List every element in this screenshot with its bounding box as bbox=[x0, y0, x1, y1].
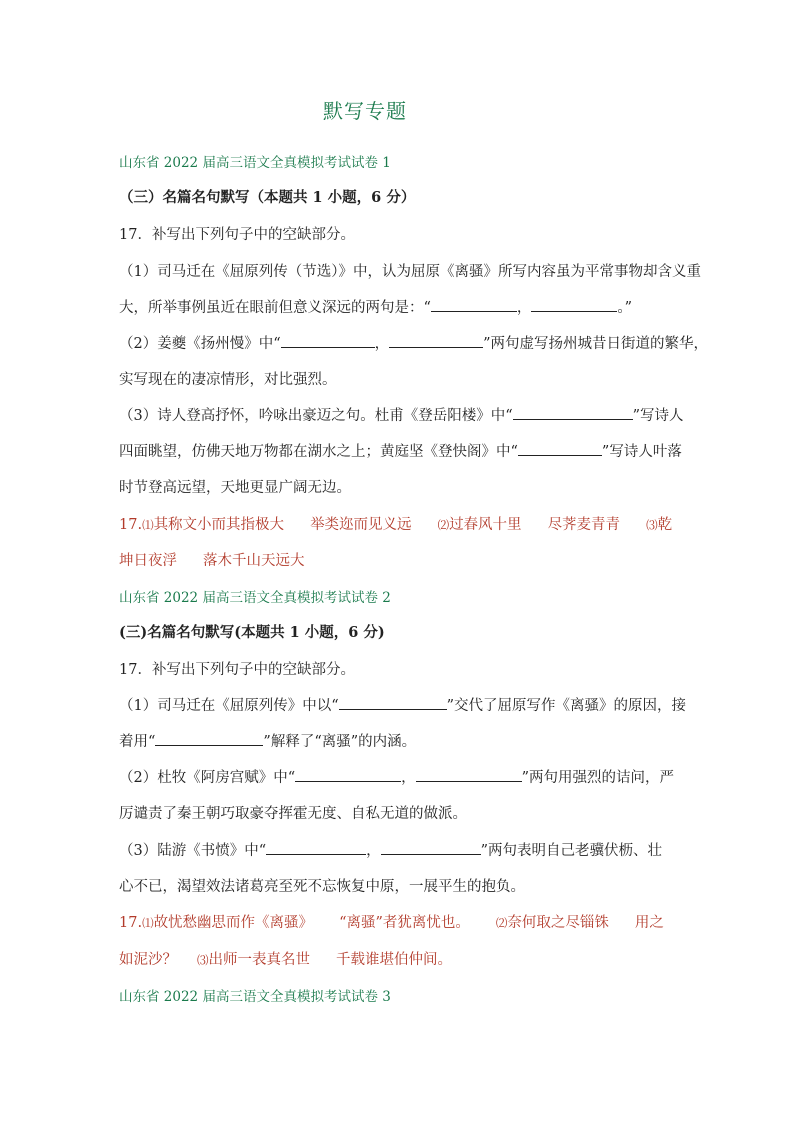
s1-answer-line2 bbox=[119, 551, 305, 571]
answer-text: 用之 bbox=[634, 915, 664, 931]
section-1-source: 山东省 2022 届高三语文全真模拟考试试卷 1 bbox=[119, 155, 391, 171]
answer-text: “离骚”者犹离忧也。 bbox=[339, 915, 470, 931]
answer-text: 奈何取之尽锱铢 bbox=[507, 915, 609, 931]
s2-item2-text-a: （2）杜牧《阿房宫赋》中“ bbox=[119, 770, 296, 786]
page-title: 默写专题 bbox=[323, 99, 407, 123]
fill-blank bbox=[389, 335, 483, 348]
s2-answer-line2 bbox=[119, 950, 452, 970]
answer-text: 落木千山天远大 bbox=[203, 553, 305, 569]
answer-number: ⑵ bbox=[495, 916, 508, 930]
fill-blank bbox=[513, 407, 633, 420]
section-2-question-intro: 17．补写出下列句子中的空缺部分。 bbox=[119, 662, 355, 678]
answer-number: ⑶ bbox=[197, 953, 209, 967]
answer-text: 举类迩而见义远 bbox=[310, 517, 412, 533]
answer-number: ⑴ bbox=[142, 518, 154, 532]
s2-item1-text-a: （1）司马迁在《屈原列传》中以“ bbox=[119, 698, 339, 714]
s1-item3-text-d: ”写诗人叶落 bbox=[601, 444, 682, 460]
answer-text: 出师一表真名世 bbox=[208, 952, 310, 968]
answer-text: 坤日夜浮 bbox=[119, 553, 177, 569]
s2-item3-text-b: ， bbox=[366, 843, 381, 859]
s2-answer-line1 bbox=[119, 913, 664, 933]
fill-blank bbox=[381, 842, 481, 855]
answer-number: ⑵ bbox=[437, 518, 450, 532]
answer-text: 过春风十里 bbox=[449, 517, 522, 533]
fill-blank bbox=[266, 842, 366, 855]
s2-item3-line2: 心不已，渴望效法诸葛亮至死不忘恢复中原，一展平生的抱负。 bbox=[119, 879, 525, 895]
s2-item3-text-a: （3）陆游《书愤》中“ bbox=[119, 843, 267, 859]
fill-blank bbox=[531, 299, 617, 312]
answer-text: 乾 bbox=[657, 517, 673, 533]
s2-item2-text-c: ”两句用强烈的诘问，严 bbox=[521, 770, 675, 786]
s1-answer-line1 bbox=[119, 515, 672, 535]
s2-item1-line2 bbox=[119, 732, 416, 752]
fill-blank bbox=[431, 299, 517, 312]
s1-item2-line1 bbox=[119, 334, 708, 354]
s1-item1-text-b: ， bbox=[516, 300, 532, 316]
answer-prefix: 17. bbox=[119, 915, 143, 931]
s2-item2-text-b: ， bbox=[401, 770, 416, 786]
s2-item1-text-b: ”交代了屈原写作《离骚》的原因，接 bbox=[446, 698, 687, 714]
section-3-source: 山东省 2022 届高三语文全真模拟考试试卷 3 bbox=[119, 989, 391, 1005]
s2-item1-text-c: 着用“ bbox=[119, 734, 156, 750]
section-2-source: 山东省 2022 届高三语文全真模拟考试试卷 2 bbox=[119, 590, 391, 606]
answer-prefix: 17. bbox=[119, 517, 143, 533]
fill-blank bbox=[155, 733, 263, 746]
s1-item2-text-a: （2）姜夔《扬州慢》中“ bbox=[119, 336, 281, 352]
fill-blank bbox=[416, 769, 522, 782]
s2-item2-line1 bbox=[119, 768, 674, 788]
fill-blank bbox=[339, 697, 447, 710]
s1-item2-text-b: ， bbox=[374, 336, 390, 352]
answer-number: ⑶ bbox=[646, 518, 658, 532]
s1-item3-text-c: 四面眺望，仿佛天地万物都在湖水之上；黄庭坚《登快阁》中“ bbox=[119, 444, 518, 460]
s1-item3-text-b: ”写诗人 bbox=[632, 408, 684, 424]
s1-item2-line2: 实写现在的凄凉情形，对比强烈。 bbox=[119, 372, 337, 388]
answer-text: 尽荠麦青青 bbox=[547, 517, 621, 533]
section-2-heading: (三)名篇名句默写(本题共 1 小题，6 分) bbox=[119, 624, 385, 641]
fill-blank bbox=[281, 335, 375, 348]
fill-blank bbox=[295, 769, 401, 782]
answer-text: 故忧愁幽思而作《离骚》 bbox=[153, 915, 314, 931]
answer-text: 千载谁堪伯仲间。 bbox=[336, 952, 452, 968]
s1-item3-line3: 时节登高远望，天地更显广阔无边。 bbox=[119, 480, 351, 496]
s1-item2-text-c: ”两句虚写扬州城昔日街道的繁华， bbox=[483, 336, 709, 352]
s1-item3-text-a: （3）诗人登高抒怀，吟咏出豪迈之句。杜甫《登岳阳楼》中“ bbox=[119, 408, 513, 424]
answer-text: 如泥沙？ bbox=[119, 952, 177, 968]
section-1-heading: （三）名篇名句默写（本题共 1 小题，6 分） bbox=[119, 189, 416, 206]
s2-item1-line1 bbox=[119, 696, 686, 716]
s1-item1-text-a: 大，所举事例虽近在眼前但意义深远的两句是：“ bbox=[119, 300, 431, 316]
s1-item3-line1 bbox=[119, 406, 684, 426]
answer-text: 其称文小而其指极大 bbox=[153, 517, 285, 533]
s1-item1-line1: （1）司马迁在《屈原列传（节选）》中，认为屈原《离骚》所写内容虽为平常事物却含义重 bbox=[119, 264, 701, 280]
s2-item3-line1 bbox=[119, 841, 662, 861]
s1-item1-line2 bbox=[119, 298, 632, 318]
s2-item1-text-d: ”解释了“离骚”的内涵。 bbox=[263, 734, 417, 750]
s1-item3-line2 bbox=[119, 442, 682, 462]
answer-number: ⑴ bbox=[142, 916, 154, 930]
s2-item2-line2: 厉谴责了秦王朝巧取豪夺挥霍无度、自私无道的做派。 bbox=[119, 806, 467, 822]
s2-item3-text-c: ”两句表明自己老骥伏枥、壮 bbox=[480, 843, 663, 859]
s1-item1-text-c: 。” bbox=[617, 300, 633, 316]
fill-blank bbox=[518, 443, 602, 456]
section-1-question-intro: 17．补写出下列句子中的空缺部分。 bbox=[119, 227, 355, 243]
